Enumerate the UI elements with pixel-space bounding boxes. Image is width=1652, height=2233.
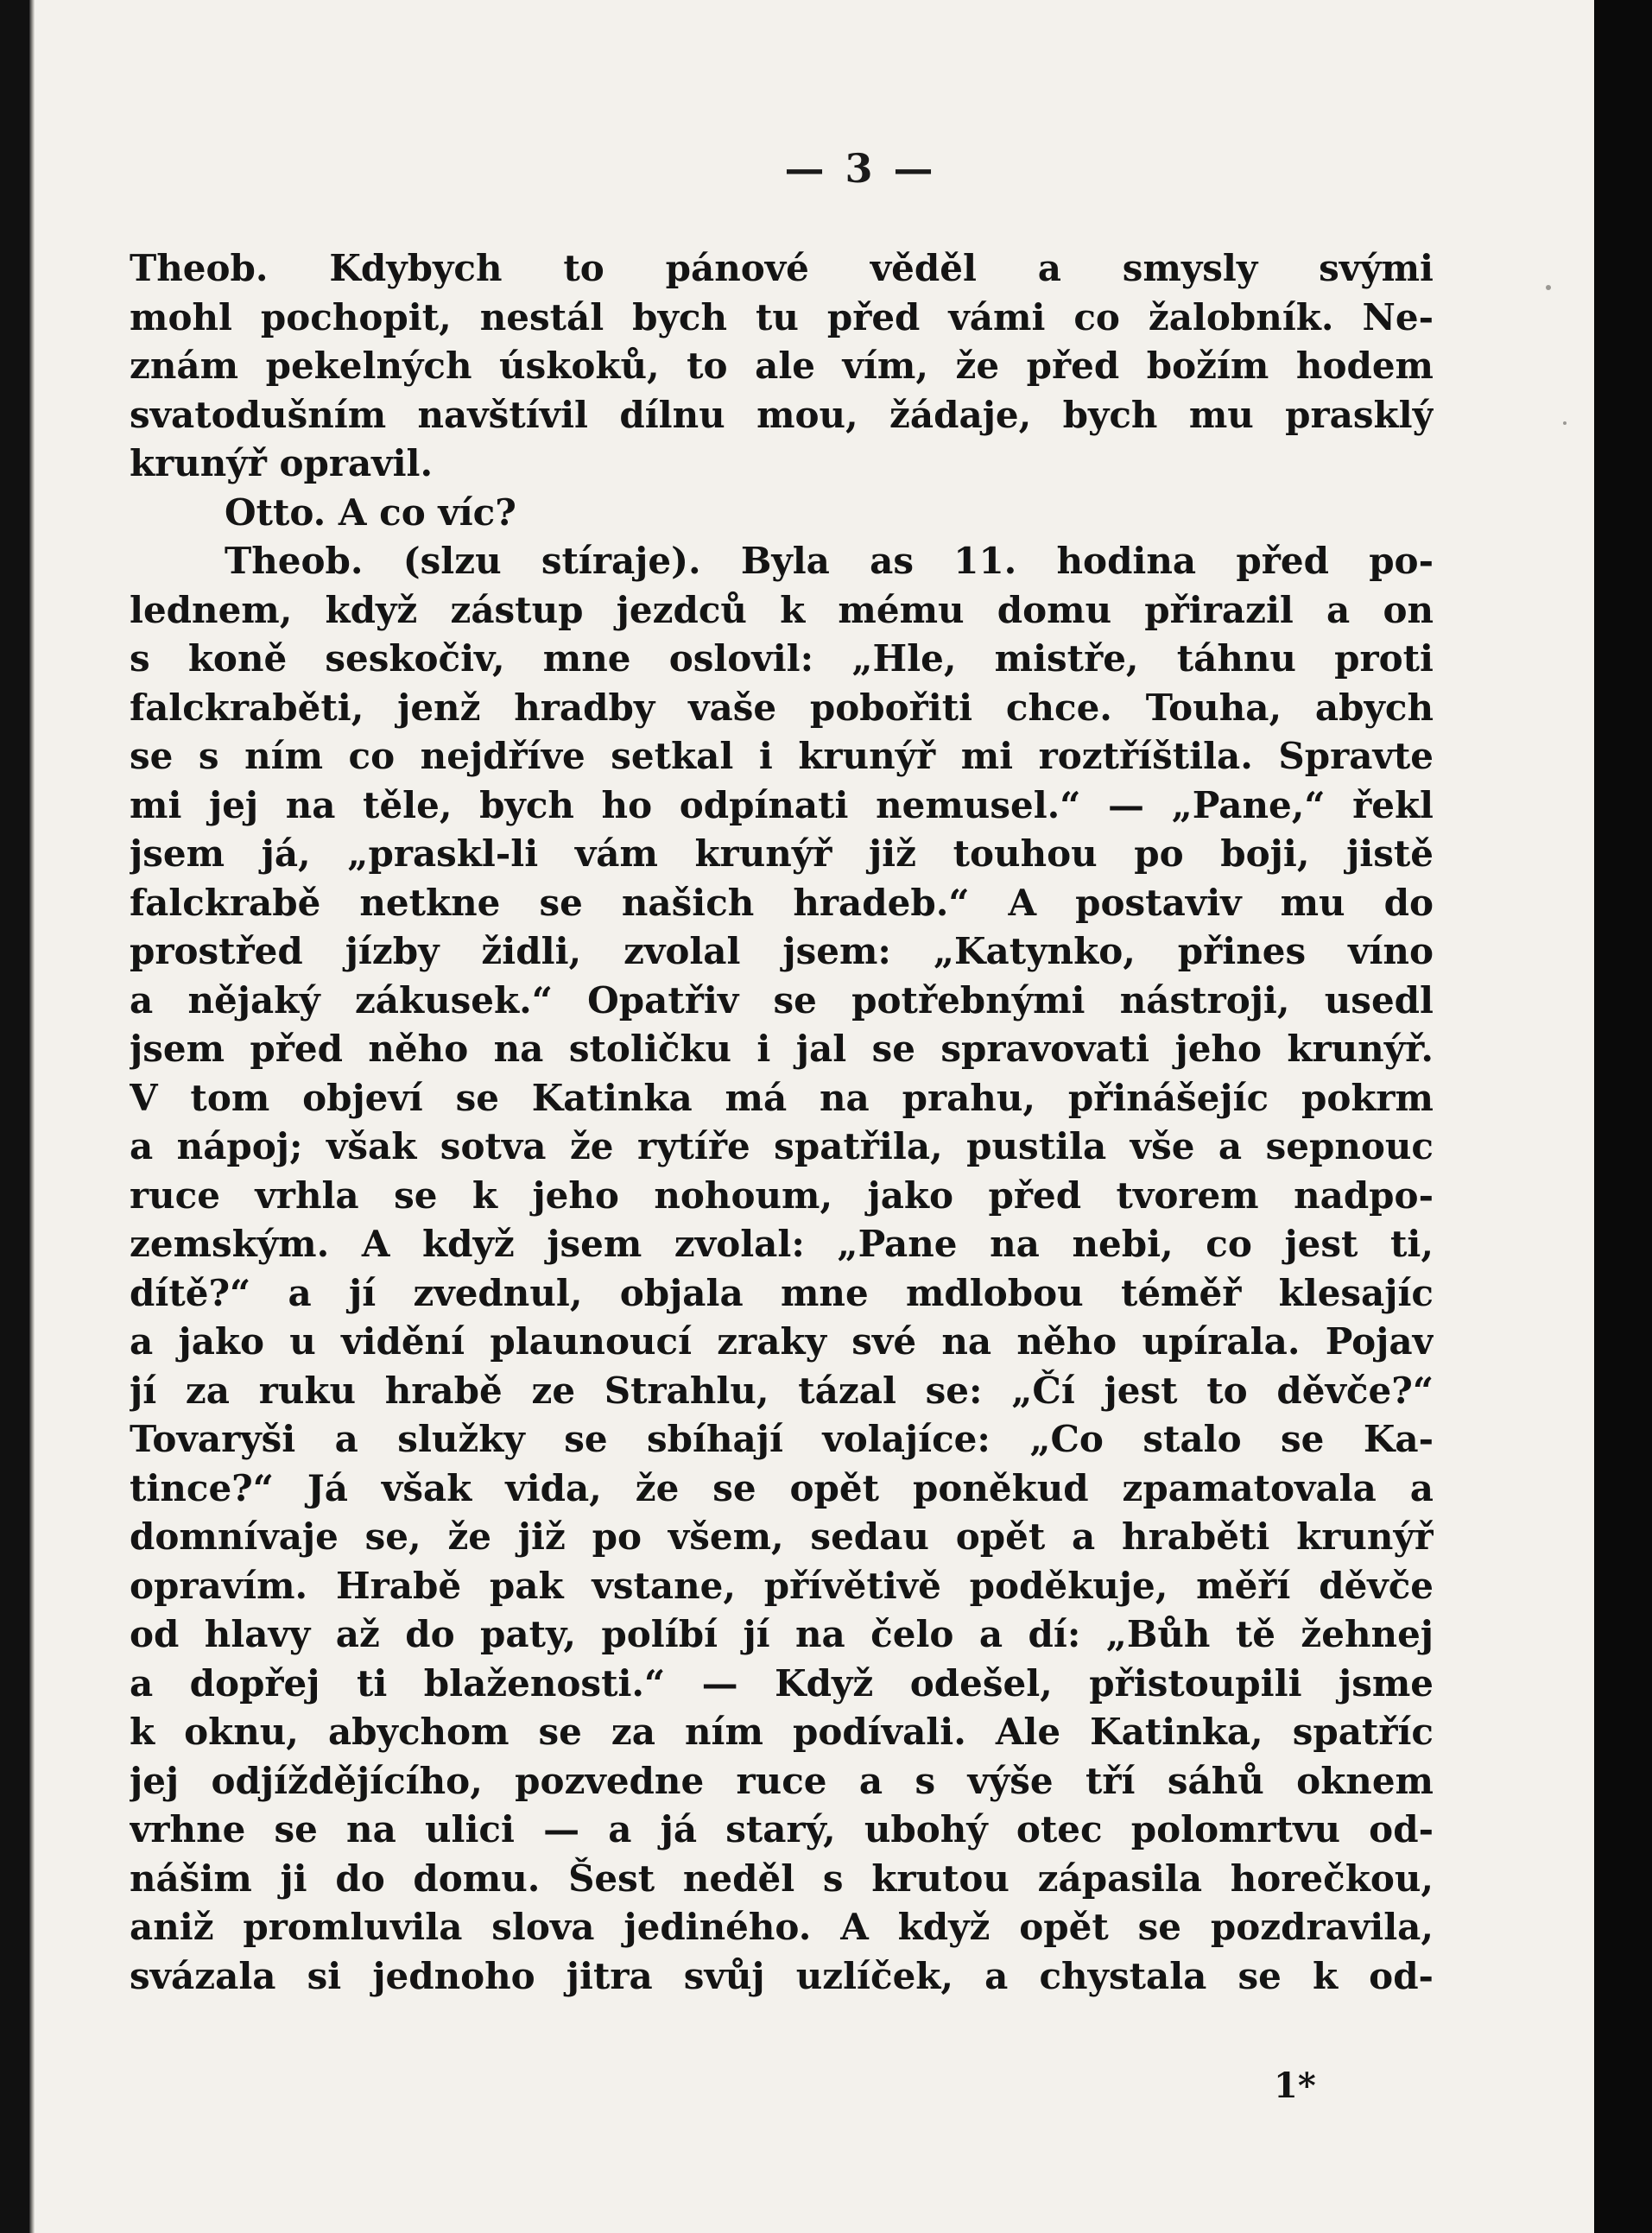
scan-left-edge [0, 0, 29, 2233]
text-line: prostřed jízby židli, zvolal jsem: „Katynko, přines víno [130, 930, 1434, 972]
text-line: krunýř opravil. [130, 442, 434, 484]
text-line: jej odjíždějícího, pozvedne ruce a s výše tří sáhů oknem [130, 1759, 1434, 1802]
text-line: a dopřej ti blaženosti.“ — Když odešel, přistoupili jsme [130, 1661, 1434, 1705]
text-line: falckrabě netkne se našich hradeb.“ A postaviv mu do [130, 881, 1434, 924]
text-line: opravím. Hrabě pak vstane, přívětivě poděkuje, měří děvče [130, 1564, 1434, 1607]
text-line: vrhne se na ulici — a já starý, ubohý otec polomrtvu od- [130, 1808, 1434, 1850]
text-line: zemským. A když jsem zvolal: „Pane na nebi, co jest ti, [130, 1223, 1434, 1265]
text-line: Tovaryši a služky se sbíhají volajíce: „Co stalo se Ka- [130, 1418, 1434, 1460]
text-line: a jako u vidění plaunoucí zraky své na něho upírala. Pojav [130, 1320, 1434, 1363]
text-line: mohl pochopit, nestál bych tu před vámi co žalobník. Ne- [130, 295, 1434, 338]
text-line: aniž promluvila slova jediného. A když opět se pozdravila, [130, 1906, 1434, 1948]
text-line: Theob. (slzu stíraje). Byla as 11. hodina před po- [225, 540, 1434, 582]
text-line: a nápoj; však sotva že rytíře spatřila, pustila vše a sepnouc [130, 1125, 1434, 1167]
scan-right-edge [1594, 0, 1652, 2233]
text-line: od hlavy až do paty, políbí jí na čelo a dí: „Bůh tě žehnej [130, 1613, 1434, 1655]
text-line: dítě?“ a jí zvednul, objala mne mdlobou téměř klesajíc [130, 1271, 1434, 1314]
text-line: falckraběti, jenž hradby vaše pobořiti chce. Touha, abych [130, 686, 1434, 729]
text-line: Theob. Kdybych to pánové věděl a smysly svými [130, 247, 1434, 289]
text-line: mi jej na těle, bych ho odpínati nemusel.“ — „Pane,“ řekl [130, 783, 1434, 826]
text-line: k oknu, abychom se za ním podívali. Ale Katinka, spatříc [130, 1711, 1434, 1753]
page-number: — 3 — [784, 145, 937, 192]
text-line: tince?“ Já však vida, že se opět poněkud zpamatovala a [130, 1466, 1434, 1509]
page-gutter [29, 0, 35, 2233]
text-line: nášim ji do domu. Šest neděl s krutou zápasila horečkou, [130, 1857, 1434, 1900]
text-line: V tom objeví se Katinka má na prahu, přinášejíc pokrm [130, 1076, 1434, 1119]
text-line: lednem, když zástup jezdců k mému domu přirazil a on [130, 588, 1434, 631]
text-line: s koně seskočiv, mne oslovil: „Hle, mistře, táhnu proti [130, 637, 1434, 680]
text-line: svázala si jednoho jitra svůj uzlíček, a chystala se k od- [130, 1954, 1434, 1997]
text-line: jsem já, „praskl-li vám krunýř již touhou po boji, jistě [130, 832, 1434, 875]
text-line: jsem před něho na stoličku i jal se spravovati jeho krunýř. [130, 1028, 1434, 1070]
text-line: svatodušním navštívil dílnu mou, žádaje, bych mu prasklý [130, 393, 1434, 436]
text-line: Otto. A co víc? [225, 490, 516, 534]
paper-speck [1563, 421, 1567, 425]
text-line: jí za ruku hrabě ze Strahlu, tázal se: „Čí jest to děvče?“ [130, 1369, 1434, 1412]
body-text [130, 244, 1434, 2001]
text-line: a nějaký zákusek.“ Opatřiv se potřebnými nástroji, usedl [130, 978, 1434, 1022]
signature-mark: 1* [1274, 2065, 1316, 2106]
text-line: znám pekelných úskoků, to ale vím, že před božím hodem [130, 345, 1434, 387]
text-line: se s ním co nejdříve setkal i krunýř mi roztříštila. Spravte [130, 735, 1434, 777]
text-line: ruce vrhla se k jeho nohoum, jako před tvorem nadpo- [130, 1173, 1434, 1217]
paper-speck [1546, 285, 1551, 290]
text-line: domnívaje se, že již po všem, sedau opět a hraběti krunýř [130, 1515, 1434, 1558]
